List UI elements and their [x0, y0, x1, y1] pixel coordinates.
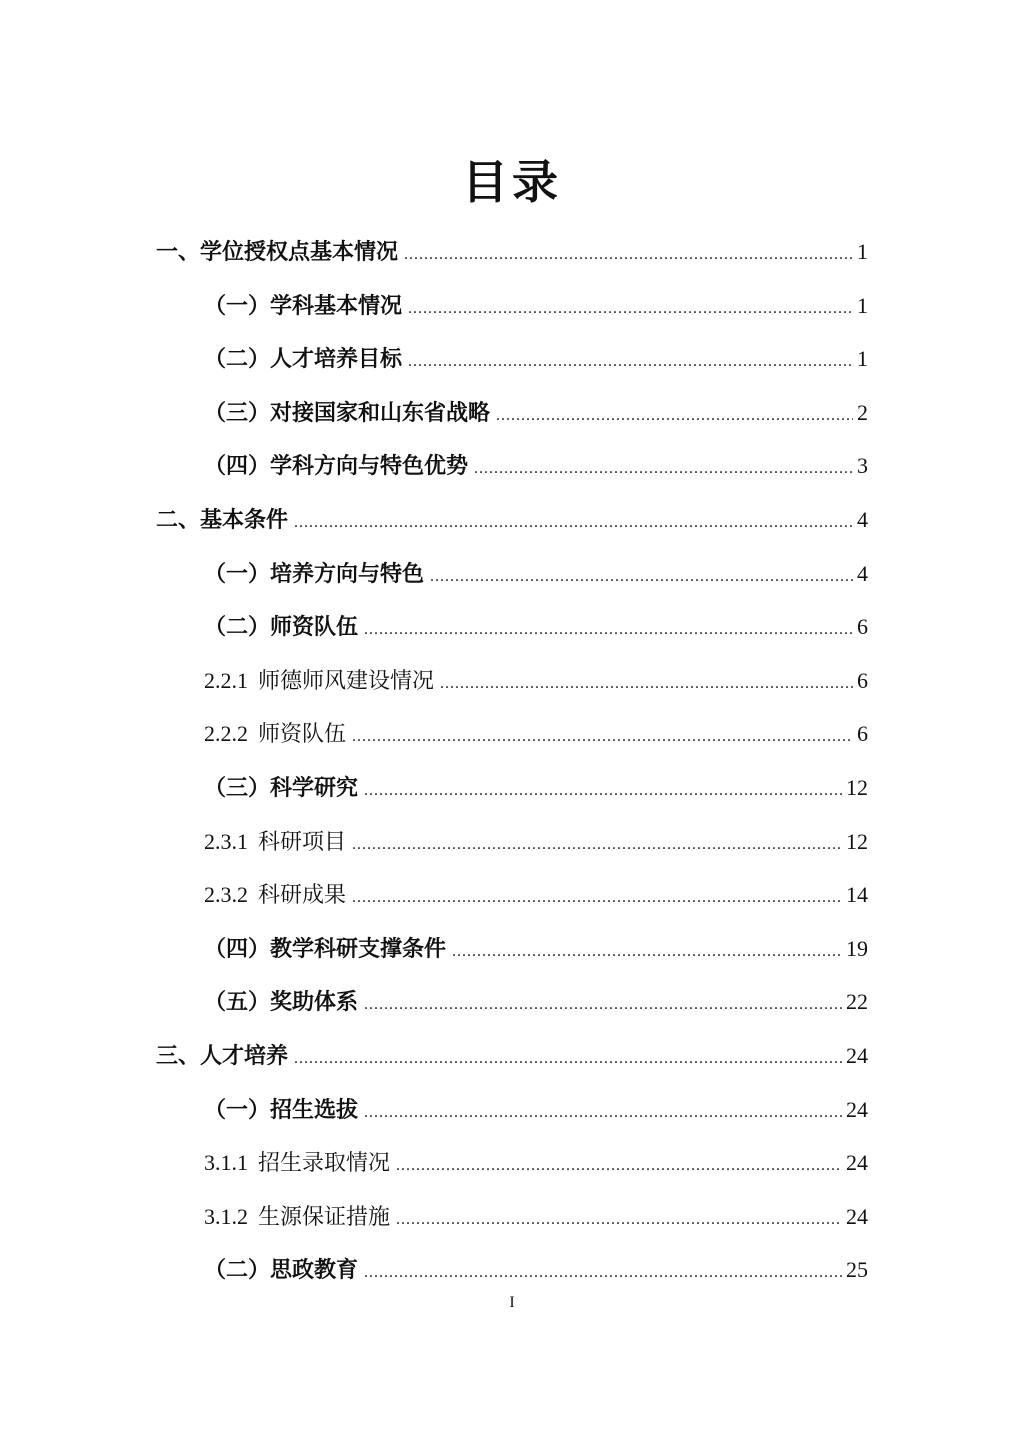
toc-entry-text: （二）思政教育 — [204, 1258, 359, 1284]
toc-entry-text: 一、学位授权点基本情况 — [156, 240, 399, 265]
toc-entry-text: 招生录取情况 — [258, 1151, 391, 1177]
toc-entry-page: 6 — [857, 614, 868, 640]
toc-entry-label — [204, 559, 424, 591]
toc-entry[interactable] — [156, 236, 868, 268]
toc-entry-label — [204, 1201, 390, 1234]
toc-entry-number: 2.2.1 — [204, 667, 248, 693]
toc-entry-label — [204, 879, 346, 912]
toc-entry-label — [204, 826, 346, 859]
toc-entry-label — [204, 612, 358, 644]
toc-entry-page: 4 — [857, 560, 868, 586]
toc-entry-page: 24 — [846, 1203, 868, 1229]
toc-entry[interactable] — [156, 1040, 868, 1072]
toc-dot-leader — [404, 239, 853, 271]
toc-dot-leader — [352, 829, 842, 861]
toc-entry[interactable] — [204, 933, 868, 965]
toc-entry-label — [204, 291, 402, 323]
page-title: 目录 — [462, 155, 562, 209]
toc-entry-page: 4 — [857, 507, 868, 532]
toc-dot-leader — [452, 936, 842, 968]
toc-entry-page: 24 — [846, 1150, 868, 1176]
toc-entry-label — [204, 398, 490, 430]
toc-entry[interactable] — [204, 665, 868, 697]
toc-entry[interactable] — [156, 504, 868, 536]
toc-dot-leader — [364, 1097, 842, 1129]
toc-entry[interactable] — [204, 397, 868, 429]
toc-entry-page: 1 — [857, 346, 868, 372]
toc-entry[interactable] — [204, 343, 868, 375]
toc-entry-text: （四）教学科研支撑条件 — [204, 936, 447, 962]
toc-entry[interactable] — [204, 558, 868, 590]
toc-entry-text: （三）对接国家和山东省战略 — [204, 400, 491, 426]
toc-entry[interactable] — [204, 450, 868, 482]
toc-entry-text: 二、基本条件 — [156, 508, 289, 533]
toc-dot-leader — [364, 989, 842, 1021]
toc-dot-leader — [352, 882, 842, 914]
toc-dot-leader — [364, 614, 853, 646]
toc-entry-text: （二）师资队伍 — [204, 615, 359, 641]
toc-entry-label — [156, 505, 288, 537]
toc-entry[interactable] — [204, 1094, 868, 1126]
toc-dot-leader — [408, 293, 853, 325]
toc-entry-label — [156, 1041, 288, 1073]
toc-entry-page: 1 — [857, 239, 868, 264]
toc-entry-text: 三、人才培养 — [156, 1044, 289, 1069]
toc-entry-text: （四）学科方向与特色优势 — [204, 454, 469, 480]
toc-entry-page: 24 — [846, 1096, 868, 1122]
toc-entry-text: 师德师风建设情况 — [258, 668, 435, 694]
toc-entry-page: 1 — [857, 292, 868, 318]
toc-dot-leader — [294, 1043, 842, 1075]
toc-entry-label — [204, 1147, 390, 1180]
toc-entry[interactable] — [204, 772, 868, 804]
toc-entry-label — [204, 451, 468, 483]
toc-entry-page: 12 — [846, 775, 868, 800]
toc-entry[interactable] — [204, 1201, 868, 1233]
toc-entry-page: 19 — [846, 935, 868, 961]
toc-entry-page: 6 — [857, 721, 868, 747]
toc-entry[interactable] — [204, 986, 868, 1018]
toc-dot-leader — [352, 721, 853, 753]
toc-dot-leader — [408, 346, 853, 378]
toc-entry-text: （三）科学研究 — [204, 776, 359, 801]
toc-entry-page: 25 — [846, 1257, 868, 1283]
toc-entry-page: 14 — [846, 882, 868, 908]
toc-entry[interactable] — [204, 290, 868, 322]
toc-entry[interactable] — [204, 611, 868, 643]
toc-entry-label — [204, 987, 358, 1019]
toc-entry-label — [156, 237, 398, 269]
toc-dot-leader — [496, 400, 853, 432]
toc-dot-leader — [396, 1204, 842, 1236]
toc-entry-text: （一）招生选拔 — [204, 1097, 359, 1123]
toc-entry-text: （一）培养方向与特色 — [204, 561, 425, 587]
toc-entry-page: 24 — [846, 1043, 868, 1068]
toc-dot-leader — [440, 668, 853, 700]
toc-entry-text: （五）奖助体系 — [204, 990, 359, 1016]
toc-entry[interactable] — [204, 718, 868, 750]
toc-dot-leader — [294, 507, 853, 539]
toc-entry-label — [204, 1255, 358, 1287]
toc-dot-leader — [364, 775, 842, 807]
toc-entry-number: 3.1.2 — [204, 1203, 248, 1229]
toc-entry-text: 师资队伍 — [258, 722, 347, 748]
toc-entry-page: 22 — [846, 989, 868, 1015]
toc-entry[interactable] — [204, 1254, 868, 1286]
toc-entry-label — [204, 665, 434, 698]
toc-entry-page: 3 — [857, 453, 868, 479]
toc-entry-text: 生源保证措施 — [258, 1204, 391, 1230]
toc-dot-leader — [430, 561, 853, 593]
toc-entry-label — [204, 1095, 358, 1127]
footer-page-number: I — [509, 1294, 515, 1311]
toc-entry-page: 6 — [857, 667, 868, 693]
toc-entry-text: （一）学科基本情况 — [204, 293, 403, 319]
toc-entry-number: 2.3.1 — [204, 828, 248, 854]
toc-entry-text: 科研项目 — [258, 829, 347, 855]
toc-dot-leader — [364, 1257, 842, 1289]
toc-entry[interactable] — [204, 879, 868, 911]
toc-entry-number: 2.2.2 — [204, 721, 248, 747]
toc-entry-page: 12 — [846, 828, 868, 854]
toc-entry[interactable] — [204, 1147, 868, 1179]
toc-dot-leader — [396, 1150, 842, 1182]
toc-entry-label — [204, 773, 358, 805]
toc-entry[interactable] — [204, 826, 868, 858]
toc-entry-label — [204, 718, 346, 751]
toc-entry-number: 2.3.2 — [204, 882, 248, 908]
toc-entry-label — [204, 344, 402, 376]
toc-entry-number: 3.1.1 — [204, 1150, 248, 1176]
toc-entry-text: （二）人才培养目标 — [204, 347, 403, 373]
toc-entry-label — [204, 934, 446, 966]
toc-entry-page: 2 — [857, 399, 868, 425]
toc-dot-leader — [474, 453, 853, 485]
toc-entry-text: 科研成果 — [258, 883, 347, 909]
